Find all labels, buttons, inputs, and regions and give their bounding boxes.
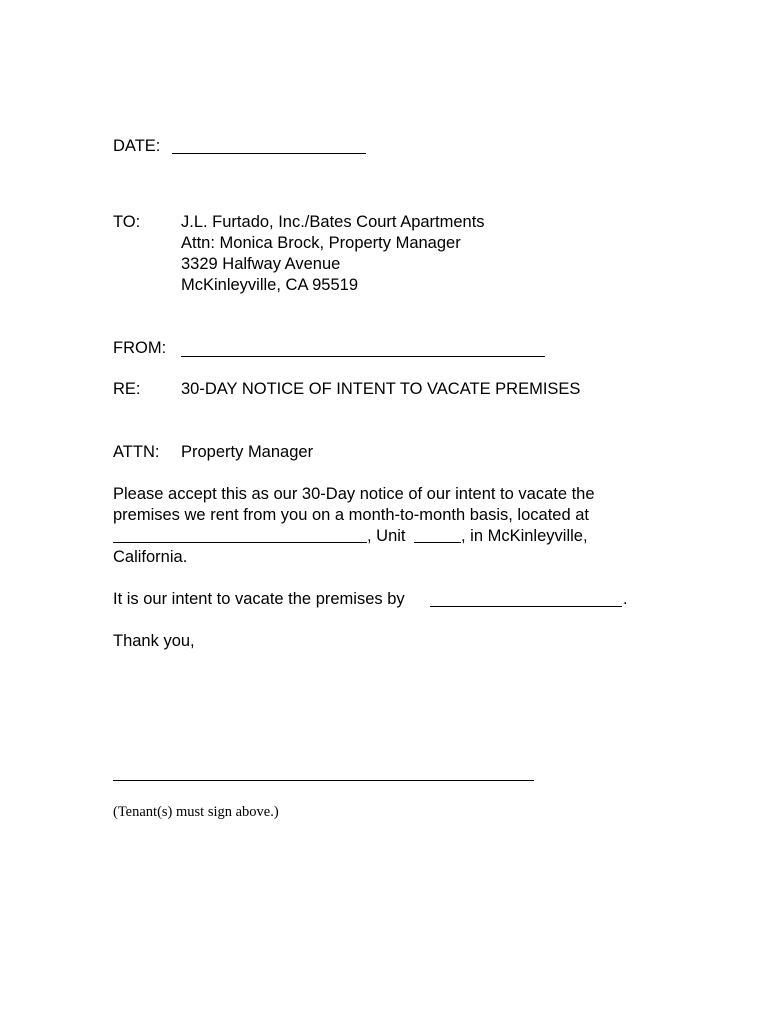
vacate-date-text: It is our intent to vacate the premises by [113,590,405,608]
unit-blank-line[interactable] [414,542,461,543]
city-text: , in McKinleyville, [461,527,588,545]
signature-note: (Tenant(s) must sign above.) [113,804,279,820]
to-line-city: McKinleyville, CA 95519 [181,276,359,294]
body-line-4: California. [113,548,188,566]
attn-recipient: Property Manager [181,443,314,461]
from-blank-line[interactable] [181,356,545,357]
to-line-street: 3329 Halfway Avenue [181,255,341,273]
date-label: DATE: [113,137,161,155]
to-label: TO: [113,213,141,231]
from-label: FROM: [113,339,167,357]
to-line-company: J.L. Furtado, Inc./Bates Court Apartments [181,213,485,231]
signature-line[interactable] [113,780,534,781]
unit-text: , Unit [367,527,406,545]
vacate-date-period: . [623,590,628,608]
re-label: RE: [113,380,141,398]
body-line-2: premises we rent from you on a month-to-month basis, located at [113,506,589,524]
re-subject: 30-DAY NOTICE OF INTENT TO VACATE PREMISES [181,380,581,398]
vacate-date-blank-line[interactable] [430,606,622,607]
address-blank-line[interactable] [113,542,367,543]
date-blank-line[interactable] [172,153,366,154]
body-line-1: Please accept this as our 30-Day notice of our intent to vacate the [113,485,595,503]
attn-label: ATTN: [113,443,160,461]
closing-text: Thank you, [113,632,195,650]
to-line-attn: Attn: Monica Brock, Property Manager [181,234,461,252]
